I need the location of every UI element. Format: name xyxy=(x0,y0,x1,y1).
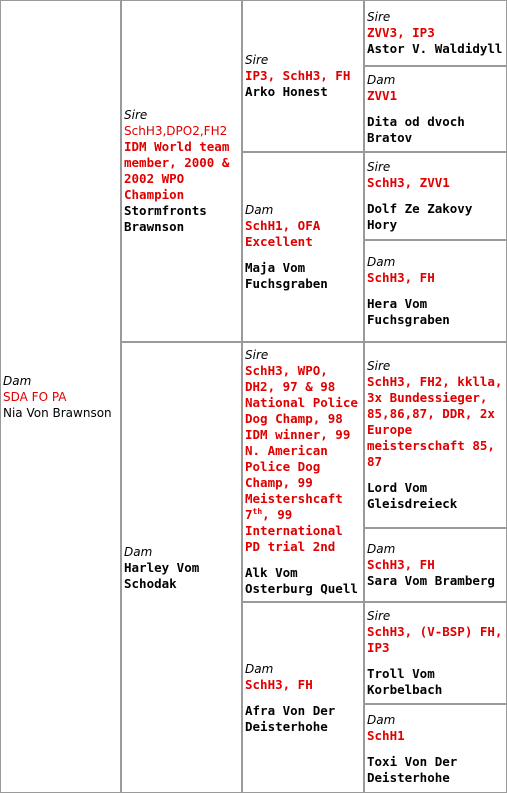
dam-sire-titles-rest: , 99 International PD trial 2nd xyxy=(245,507,343,554)
role-label-sire: Sire xyxy=(367,160,391,174)
pedigree-dam-sire-cell xyxy=(242,342,364,602)
role-label-dam: Dam xyxy=(367,542,396,556)
pedigree-ssd-cell xyxy=(364,66,507,152)
pedigree-dam-cell xyxy=(0,0,121,793)
pedigree-sire-dam-cell xyxy=(242,152,364,342)
role-label-sire: Sire xyxy=(124,108,148,122)
sds-titles: SchH3, ZVV1 xyxy=(367,175,450,190)
dam-sire-name: Alk Vom Osterburg Quell xyxy=(245,565,358,596)
sire-titles-line2: IDM World team member, 2000 & 2002 WPO Champion xyxy=(124,139,230,202)
dam-sire-titles-sup: th xyxy=(252,506,263,516)
role-label-dam: Dam xyxy=(245,203,274,217)
dam-dam-name: Harley Vom Schodak xyxy=(124,559,200,591)
sss-titles: ZVV3, IP3 xyxy=(367,25,435,40)
dss-titles: SchH3, FH2, kklla, 3x Bundessieger, 85,86,87, DDR, 2x Europe meisterschaft 85, 87 xyxy=(367,374,503,469)
sire-sire-titles: IP3, SchH3, FH xyxy=(245,68,351,83)
sire-name: Stormfronts Brawnson xyxy=(124,203,207,234)
sdd-titles: SchH3, FH xyxy=(367,270,435,285)
dam-sire-titles xyxy=(245,363,361,555)
pedigree-dds-cell xyxy=(364,602,507,704)
dds-titles: SchH3, (V-BSP) FH, IP3 xyxy=(367,624,503,655)
role-label-dam: Dam xyxy=(3,373,32,388)
pedigree-ddd-cell xyxy=(364,704,507,793)
role-label-sire: Sire xyxy=(245,348,269,362)
pedigree-sds-cell xyxy=(364,152,507,240)
role-label-dam: Dam xyxy=(367,255,396,269)
pedigree-sdd-cell xyxy=(364,240,507,342)
dam-dam-titles: SchH3, FH xyxy=(245,676,313,692)
ssd-name: Dita od dvoch Bratov xyxy=(367,114,465,145)
role-label-dam: Dam xyxy=(245,661,274,676)
dam-name: Nia Von Brawnson xyxy=(3,405,112,420)
ssd-titles: ZVV1 xyxy=(367,88,398,103)
role-label-sire: Sire xyxy=(367,609,391,623)
pedigree-dam-dam-cell xyxy=(121,342,242,793)
dsd-titles: SchH3, FH xyxy=(367,557,435,572)
role-label-sire: Sire xyxy=(367,359,391,373)
role-label-dam: Dam xyxy=(124,544,153,559)
role-label-dam: Dam xyxy=(367,73,396,87)
sds-name: Dolf Ze Zakovy Hory xyxy=(367,201,473,232)
role-label-sire: Sire xyxy=(367,10,391,24)
dss-name: Lord Vom Gleisdreieck xyxy=(367,480,458,511)
ddd-name: Toxi Von Der Deisterhohe xyxy=(367,753,458,785)
dsd-name: Sara Vom Bramberg xyxy=(367,573,495,588)
role-label-sire: Sire xyxy=(245,53,269,67)
dam-dam-g3-name: Afra Von Der Deisterhohe xyxy=(245,702,336,734)
pedigree-dam-dam-g3-cell xyxy=(242,602,364,793)
pedigree-sss-cell xyxy=(364,0,507,66)
sire-dam-name: Maja Vom Fuchsgraben xyxy=(245,260,328,291)
pedigree-sire-cell xyxy=(121,0,242,342)
sire-sire-name: Arko Honest xyxy=(245,84,328,99)
pedigree-dsd-cell xyxy=(364,528,507,602)
ddd-titles: SchH1 xyxy=(367,727,405,743)
dam-titles: SDA FO PA xyxy=(3,389,67,404)
pedigree-dss-cell xyxy=(364,342,507,528)
sdd-name: Hera Vom Fuchsgraben xyxy=(367,296,450,327)
sire-dam-titles: SchH1, OFA Excellent xyxy=(245,218,321,249)
role-label-dam: Dam xyxy=(367,712,396,727)
dam-sire-titles-main: SchH3, WPO, DH2, 97 & 98 National Police Dog Champ, 98 IDM winner, 99 N. American Police Dog Champ, 99 Meistershcaft 7 xyxy=(245,363,358,522)
sss-name: Astor V. Waldidyll xyxy=(367,41,503,56)
sire-titles-line1: SchH3,DPO2,FH2 xyxy=(124,124,228,138)
dds-name: Troll Vom Korbelbach xyxy=(367,666,443,697)
pedigree-sire-sire-cell xyxy=(242,0,364,152)
